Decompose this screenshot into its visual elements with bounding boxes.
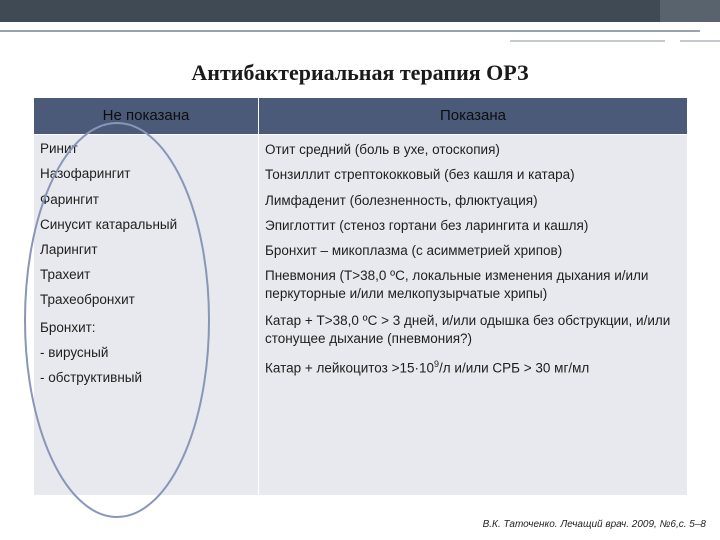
list-item: - вирусный	[40, 345, 109, 360]
list-item	[265, 355, 683, 378]
column-divider	[258, 98, 259, 495]
list-item: Ринит	[40, 141, 78, 156]
highlight-oval	[22, 120, 212, 520]
list-item: Лимфаденит (болезненность, флюктуация)	[265, 193, 538, 208]
top-bar-accent	[660, 0, 720, 22]
list-item: Ларингит	[40, 242, 98, 257]
list-item: Эпиглоттит (стеноз гортани без ларингита и кашля)	[265, 218, 589, 233]
list-item: Тонзиллит стрептококковый (без кашля и катара)	[265, 167, 575, 182]
list-item: Бронхит:	[40, 320, 96, 335]
slide-title: Антибактериальная терапия ОРЗ	[191, 60, 529, 85]
text-superscript: 9	[434, 359, 440, 369]
list-item: Пневмония (Т>38,0 ºС, локальные изменения дыхания и/или перкуторные и/или мелкопузырчатые хрипы)	[265, 268, 649, 301]
citation: В.К. Таточенко. Лечащий врач. 2009, №6,с. 5–8	[482, 519, 706, 530]
header-indicated: Показана	[439, 107, 507, 124]
list-item: Трахеобронхит	[40, 292, 135, 307]
list-item: Трахеит	[40, 267, 91, 282]
list-item: - обструктивный	[40, 370, 143, 385]
decor-line	[680, 40, 720, 42]
list-item: Синусит катаральный	[40, 217, 178, 232]
list-item: Отит средний (боль в ухе, отоскопия)	[265, 142, 500, 157]
top-bar	[0, 0, 720, 22]
decor-line	[510, 40, 665, 42]
text-suffix: /л и/или СРБ > 30 мг/мл	[439, 360, 590, 376]
list-item: Катар + Т>38,0 ºС > 3 дней, и/или одышка без обструкции, и/или стонущее дыхание (пневмония?)	[265, 313, 671, 346]
header-not-indicated: Не показана	[102, 107, 190, 124]
list-item: Назофарингит	[40, 166, 131, 181]
text-prefix: Катар + лейкоцитоз >15·10	[265, 360, 435, 376]
decor-line	[0, 30, 700, 32]
list-item: Бронхит – микоплазма (с асимметрией хрипов)	[265, 243, 563, 258]
list-item: Фарингит	[40, 192, 99, 207]
